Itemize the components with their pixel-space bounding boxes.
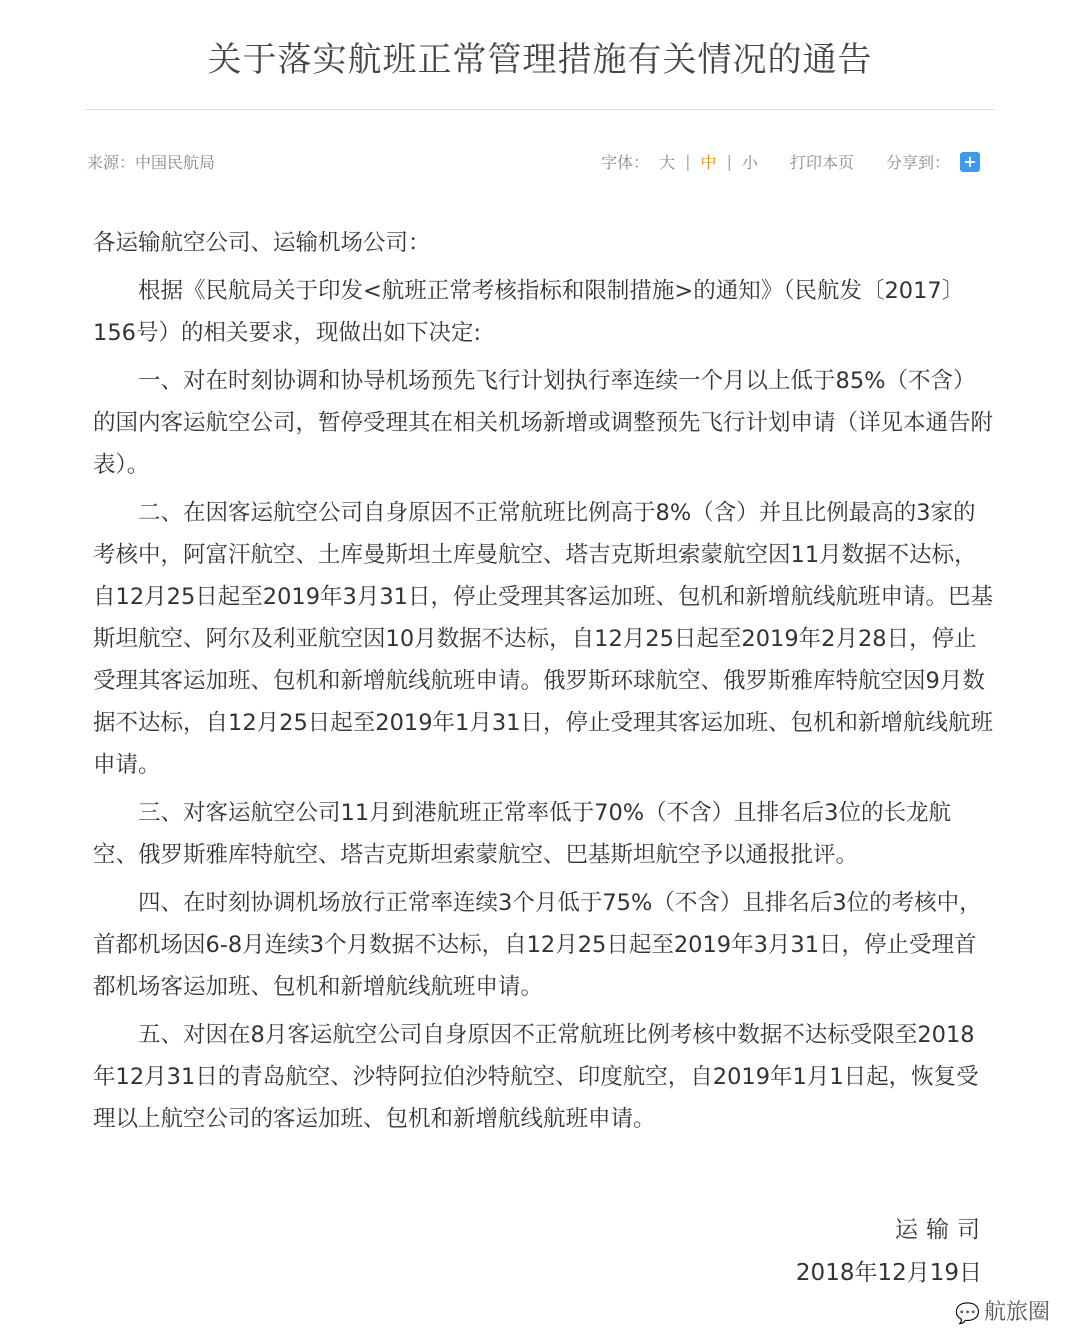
separator: | xyxy=(685,152,691,171)
paragraph: 四、在时刻协调机场放行正常率连续3个月低于75%（不含）且排名后3位的考核中，首都机场因6-8月连续3个月数据不达标，自12月25日起至2019年3月31日，停止受理首都机场客运加班、包机和新增航线航班申请。 xyxy=(93,890,982,1000)
salutation: 各运输航空公司、运输机场公司： xyxy=(93,230,431,256)
source-label: 来源：中国民航局 xyxy=(87,153,216,172)
page-title: 关于落实航班正常管理措施有关情况的通告 xyxy=(207,40,873,80)
article-toolbar xyxy=(601,150,980,173)
font-size-large[interactable]: 大 xyxy=(659,153,676,172)
divider xyxy=(85,109,995,110)
paragraph: 三、对客运航空公司11月到港航班正常率低于70%（不含）且排名后3位的长龙航空、俄罗斯雅库特航空、塔吉克斯坦索蒙航空、巴基斯坦航空予以通报批评。 xyxy=(93,800,951,868)
font-size-label: 字体： xyxy=(601,153,650,172)
article-body xyxy=(93,222,993,1146)
date: 2018年12月19日 xyxy=(795,1260,982,1286)
share-plus-icon[interactable]: + xyxy=(960,152,980,172)
watermark-text: 航旅圈 xyxy=(983,1300,1050,1325)
separator: | xyxy=(726,152,732,171)
signature: 运输司 xyxy=(895,1217,988,1243)
paragraph: 五、对因在8月客运航空公司自身原因不正常航班比例考核中数据不达标受限至2018年12月31日的青岛航空、沙特阿拉伯沙特航空、印度航空，自2019年1月1日起，恢复受理以上航空公司的客运加班、包机和新增航线航班申请。 xyxy=(93,1022,979,1132)
print-link[interactable]: 打印本页 xyxy=(789,153,854,172)
watermark xyxy=(955,1298,1050,1328)
share-label: 分享到： xyxy=(885,153,950,172)
font-size-medium[interactable]: 中 xyxy=(700,153,717,172)
font-size-small[interactable]: 小 xyxy=(741,153,758,172)
paragraph: 根据《民航局关于印发<航班正常考核指标和限制措施>的通知》（民航发〔2017〕156号）的相关要求，现做出如下决定: xyxy=(93,278,965,346)
wechat-bubble-icon: 💬 xyxy=(955,1301,980,1325)
paragraph: 二、在因客运航空公司自身原因不正常航班比例高于8%（含）并且比例最高的3家的考核中，阿富汗航空、土库曼斯坦土库曼航空、塔吉克斯坦索蒙航空因11月数据不达标，自12月25日起至2019年3月31日，停止受理其客运加班、包机和新增航线航班申请。巴基斯坦航空、阿尔及利亚航空因10月数据不达标，自12月25日起至2019年2月28日，停止受理其客运加班、包机和新增航线航班申请。俄罗斯环球航空、俄罗斯雅库特航空因9月数据不达标，自12月25日起至2019年1月31日，停止受理其客运加班、包机和新增航线航班申请。 xyxy=(93,500,993,778)
paragraph: 一、对在时刻协调和协导机场预先飞行计划执行率连续一个月以上低于85%（不含）的国内客运航空公司，暂停受理其在相关机场新增或调整预先飞行计划申请（详见本通告附表）。 xyxy=(93,368,994,478)
